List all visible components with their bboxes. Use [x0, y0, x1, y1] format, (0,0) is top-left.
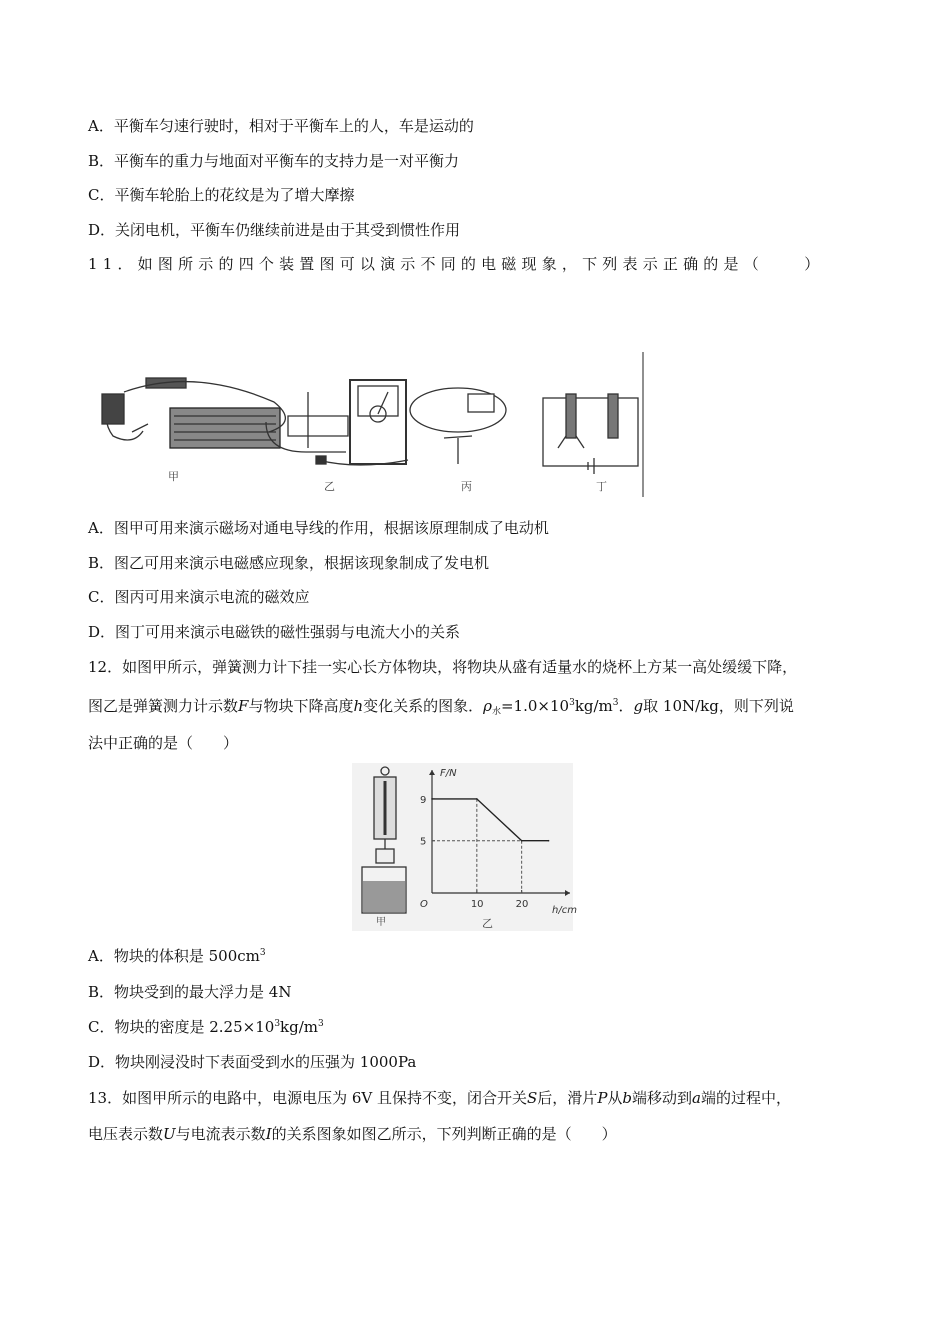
figure-yi-apparatus: [266, 380, 408, 465]
figure-jia-apparatus: [102, 378, 285, 448]
data-point-3: [548, 840, 550, 842]
figure-label-bing: 丙: [461, 480, 472, 493]
q12-stem-line3: 法中正确的是（ ）: [88, 734, 239, 752]
q11-stem: 11．如图所示的四个装置图可以演示不同的电磁现象，下列表示正确的是（ ）: [88, 255, 825, 273]
q12-stem-line2: 图乙是弹簧测力计示数F与物块下降高度h变化关系的图象．$\rho_水=1.0\times 10^3kg/m^3$．g取 10N/kg，则下列说: [88, 697, 794, 717]
data-point-2: [521, 840, 523, 842]
q12-stem-line1: 12．如图甲所示，弹簧测力计下挂一实心长方体物块，将物块从盛有适量水的烧杯上方某一高处缓缓下降，: [88, 658, 798, 676]
q12-figure: [352, 763, 577, 931]
x-axis-label: h/cm: [552, 905, 577, 916]
origin-label: O: [420, 899, 428, 910]
figure-label-yi: 乙: [324, 480, 335, 493]
q12-option-b: B．物块受到的最大浮力是 4N: [88, 983, 292, 1001]
x-tick-label-10: 10: [470, 899, 484, 910]
data-point-0: [431, 798, 433, 800]
data-point-1: [476, 798, 478, 800]
figure-label-jia-q12: 甲: [376, 917, 386, 928]
q10-option-c: C．平衡车轮胎上的花纹是为了增大摩擦: [88, 186, 355, 204]
figure-bing-apparatus: [410, 388, 506, 464]
q13-stem-line2: 电压表示数U与电流表示数I的关系图象如图乙所示，下列判断正确的是（ ）: [88, 1125, 617, 1143]
q11-option-a: A．图甲可用来演示磁场对通电导线的作用，根据该原理制成了电动机: [88, 519, 549, 537]
figure-label-jia: 甲: [168, 470, 179, 483]
figure-label-yi-q12: 乙: [482, 917, 493, 930]
q10-option-b: B．平衡车的重力与地面对平衡车的支持力是一对平衡力: [88, 152, 460, 170]
q10-option-d: D．关闭电机，平衡车仍继续前进是由于其受到惯性作用: [88, 221, 461, 239]
figure-ding-apparatus: [543, 394, 638, 474]
q11-option-c: C．图丙可用来演示电流的磁效应: [88, 588, 310, 606]
q11-option-b: B．图乙可用来演示电磁感应现象，根据该现象制成了发电机: [88, 554, 490, 572]
x-tick-label-20: 20: [515, 899, 529, 910]
q12-option-d: D．物块刚浸没时下表面受到水的压强为 1000Pa: [88, 1053, 417, 1071]
figure-label-ding: 丁: [596, 480, 607, 493]
q11-figure: [88, 352, 644, 497]
q11-option-d: D．图丁可用来演示电磁铁的磁性强弱与电流大小的关系: [88, 623, 461, 641]
y-tick-label-9: 9: [420, 794, 427, 806]
q12-option-c: C．物块的密度是 $2.25\times 10^3kg/m^3$: [88, 1018, 324, 1036]
q13-stem-line1: 13．如图甲所示的电路中，电源电压为 6V 且保持不变，闭合开关S后，滑片P从b端移动到a端的过程中，: [88, 1089, 792, 1107]
q12-option-a: A．物块的体积是 $500cm^3$: [88, 947, 266, 965]
q10-option-a: A．平衡车匀速行驶时，相对于平衡车上的人，车是运动的: [88, 117, 474, 135]
y-axis-label: F/N: [440, 768, 457, 779]
y-tick-label-5: 5: [420, 836, 427, 848]
